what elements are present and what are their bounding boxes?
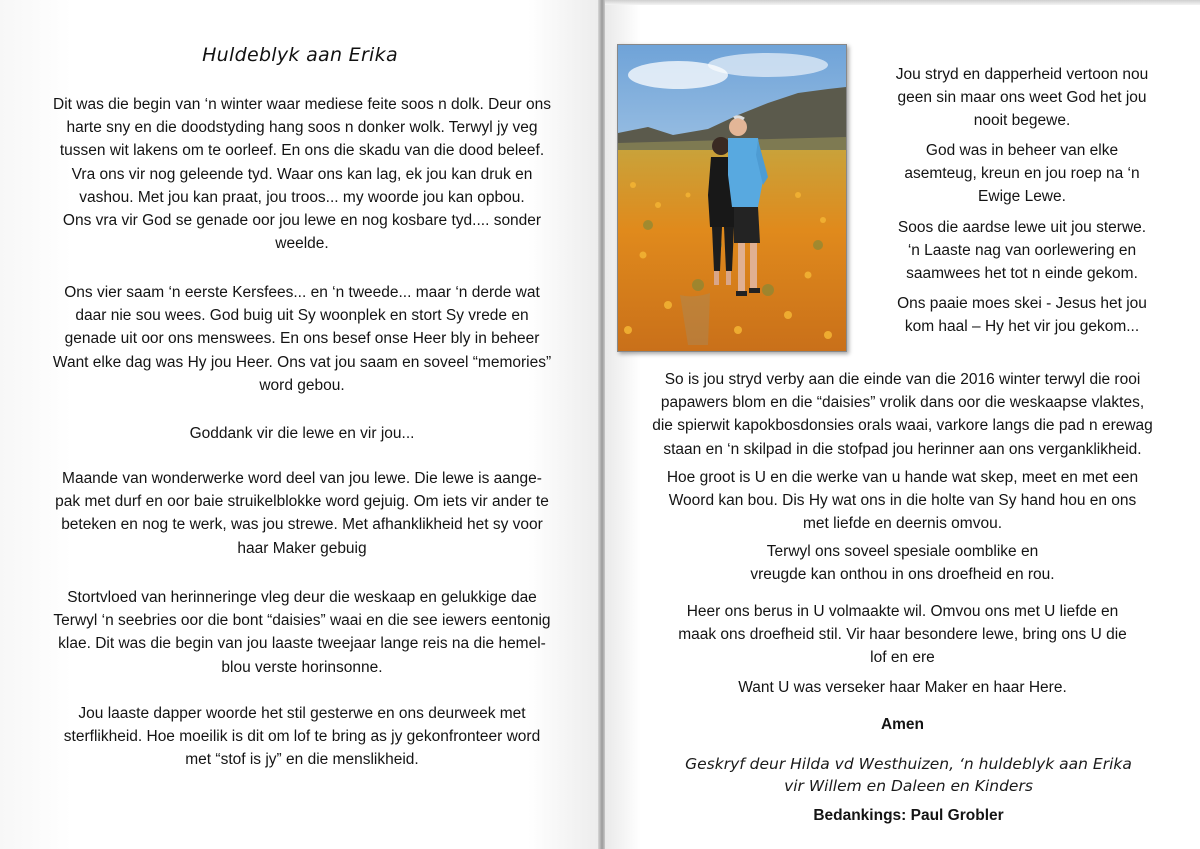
acknowledgements: Bedankings: Paul Grobler [813,807,1004,824]
paragraph-miracles: Maande van wonderwerke word deel van jou lewe. Die lewe is aange- pak met durf en oor baie struikelblokke word gejuig. Om iets vir ander te beteken en nog te werk, was jou strewe. Met afhanklikheid het sy voor haar Maker gebuig [55,470,549,557]
stanza-in-control: God was in beheer van elke asemteug, kreun en jou roep na ‘n Ewige Lewe. [904,142,1140,206]
paragraph-last-words: Jou laaste dapper woorde het stil gesterwe en ons deurweek met sterflikheid. Hoe moeilik is dit om lof te bring as jy gekonfronteer word met “stof is jy” en die menslikheid. [63,705,541,769]
paragraph-prayer: Heer ons berus in U volmaakte wil. Omvou ons met U liefde en maak ons droefheid stil. Vir haar besondere lewe, bring ons U die lof en ere [678,603,1127,667]
paragraph-thanks-god: Goddank vir die lewe en vir jou... [189,425,415,442]
paragraph-memories: Stortvloed van herinneringe vleg deur die weskaap en gelukkige dae Terwyl ‘n seebries oor die bont “daisies” waai en die see iewers eentonig klae. Dit was die begin van jou laaste tweejaar lange reis na die hemel- blou verste horinsonne. [53,589,551,676]
amen-text: Amen [880,716,925,733]
author-signature-line: Geskryf deur Hilda vd Westhuizen, ‘n huldeblyk aan Erika vir Willem en Daleen en Kinders [685,755,1132,795]
stanza-last-night: Soos die aardse lewe uit jou sterwe. ‘n Laaste nag van oorlewering en saamwees het tot n einde gekom. [897,219,1147,283]
paragraph-christmas: Ons vier saam ‘n eerste Kersfees... en ‘n tweede... maar ‘n derde wat daar nie sou wees. God buig uit Sy woonplek en stort Sy vrede en genade uit oor ons menswees. En ons besef onse Heer bly in beheer Want elke dag was Hy jou Heer. Ons vat jou saam en soveel “memories” word gebou. [52,284,552,394]
paragraph-maker: Want U was verseker haar Maker en haar Here. [738,679,1067,696]
stanza-paths-parted: Ons paaie moes skei - Jesus het jou kom haal – Hy het vir jou gekom... [897,295,1147,336]
paragraph-winter-2016: So is jou stryd verby aan die einde van die 2016 winter terwyl die rooi papawers blom en die “daisies” vrolik dans oor die weskaapse vlaktes, die spierwit kapokbosdonsies orals waai, varkore langs die pad n erewag staan en ‘n skilpad in die stofpad jou herinner aan ons verganklikheid. [652,371,1153,458]
paragraph-how-great: Hoe groot is U en die werke van u hande wat skep, meet en met een Woord kan bou. Dis Hy wat ons in die holte van Sy hand hou en ons met liefde en deernis omvou. [666,469,1139,533]
page-top-edge [605,0,1200,5]
paragraph-special-moments: Terwyl ons soveel spesiale oomblike en vreugde kan onthou in ons droefheid en rou. [750,543,1055,584]
page-title: Huldeblyk aan Erika [202,44,398,66]
memorial-photo [617,44,847,352]
right-page [605,0,1200,849]
paragraph-intro: Dit was die begin van ‘n winter waar mediese feite soos n dolk. Deur ons harte sny en die doodstyding hang soos n donker wolk. Terwyl jy veg tussen wit lakens om te oorleef. En ons die skadu van die dood beleef. Vra ons vir nog geleende tyd. Waar ons kan lag, ek jou kan druk en vashou. Met jou kan praat, jou troos... my woorde jou kan opbou. Ons vra vir God se genade oor jou lewe en nog kosbare tyd.... sonder weelde. [53,96,551,253]
photo-illustration [618,45,846,351]
stanza-bravery: Jou stryd en dapperheid vertoon nou geen sin maar ons weet God het jou nooit begewe. [895,66,1149,130]
